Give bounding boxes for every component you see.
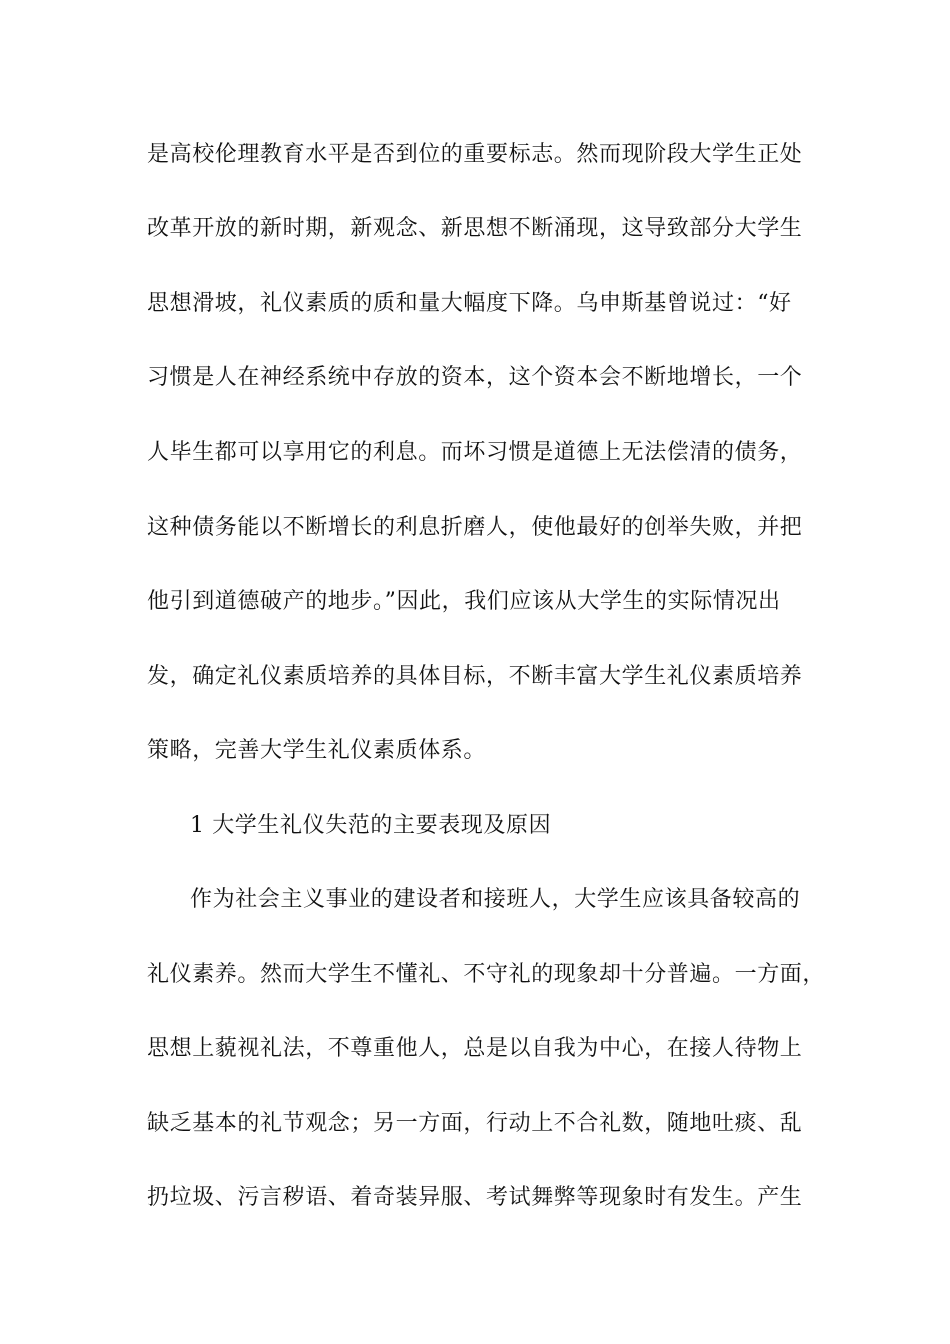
paragraph-line: 缺乏基本的礼节观念；另一方面，行动上不合礼数，随地吐痰、乱 <box>147 1111 803 1136</box>
paragraph-line: 思想上藐视礼法，不尊重他人，总是以自我为中心，在接人待物上 <box>147 1036 803 1061</box>
paragraph-line: 习惯是人在神经系统中存放的资本，这个资本会不断地增长，一个 <box>147 365 803 390</box>
paragraph-line: 策略，完善大学生礼仪素质体系。 <box>147 738 487 763</box>
paragraph-line: 扔垃圾、污言秽语、着奇装异服、考试舞弊等现象时有发生。产生 <box>147 1185 803 1210</box>
paragraph-line: 发，确定礼仪素质培养的具体目标，不断丰富大学生礼仪素质培养 <box>147 664 803 689</box>
section-heading: 1 大学生礼仪失范的主要表现及原因 <box>190 813 552 838</box>
paragraph-line: 改革开放的新时期，新观念、新思想不断涌现，这导致部分大学生 <box>147 216 803 241</box>
paragraph-line: 思想滑坡，礼仪素质的质和量大幅度下降。乌申斯基曾说过：“好 <box>147 291 792 316</box>
paragraph-line: 作为社会主义事业的建设者和接班人，大学生应该具备较高的 <box>190 887 801 912</box>
paragraph-line: 这种债务能以不断增长的利息折磨人，使他最好的创举失败，并把 <box>147 515 803 540</box>
paragraph-line: 是高校伦理教育水平是否到位的重要标志。然而现阶段大学生正处 <box>147 142 803 167</box>
paragraph-line: 人毕生都可以享用它的利息。而坏习惯是道德上无法偿清的债务， <box>147 440 803 465</box>
paragraph-line: 礼仪素养。然而大学生不懂礼、不守礼的现象却十分普遍。一方面， <box>147 962 826 987</box>
paragraph-line: 他引到道德破产的地步。”因此，我们应该从大学生的实际情况出 <box>147 589 781 614</box>
